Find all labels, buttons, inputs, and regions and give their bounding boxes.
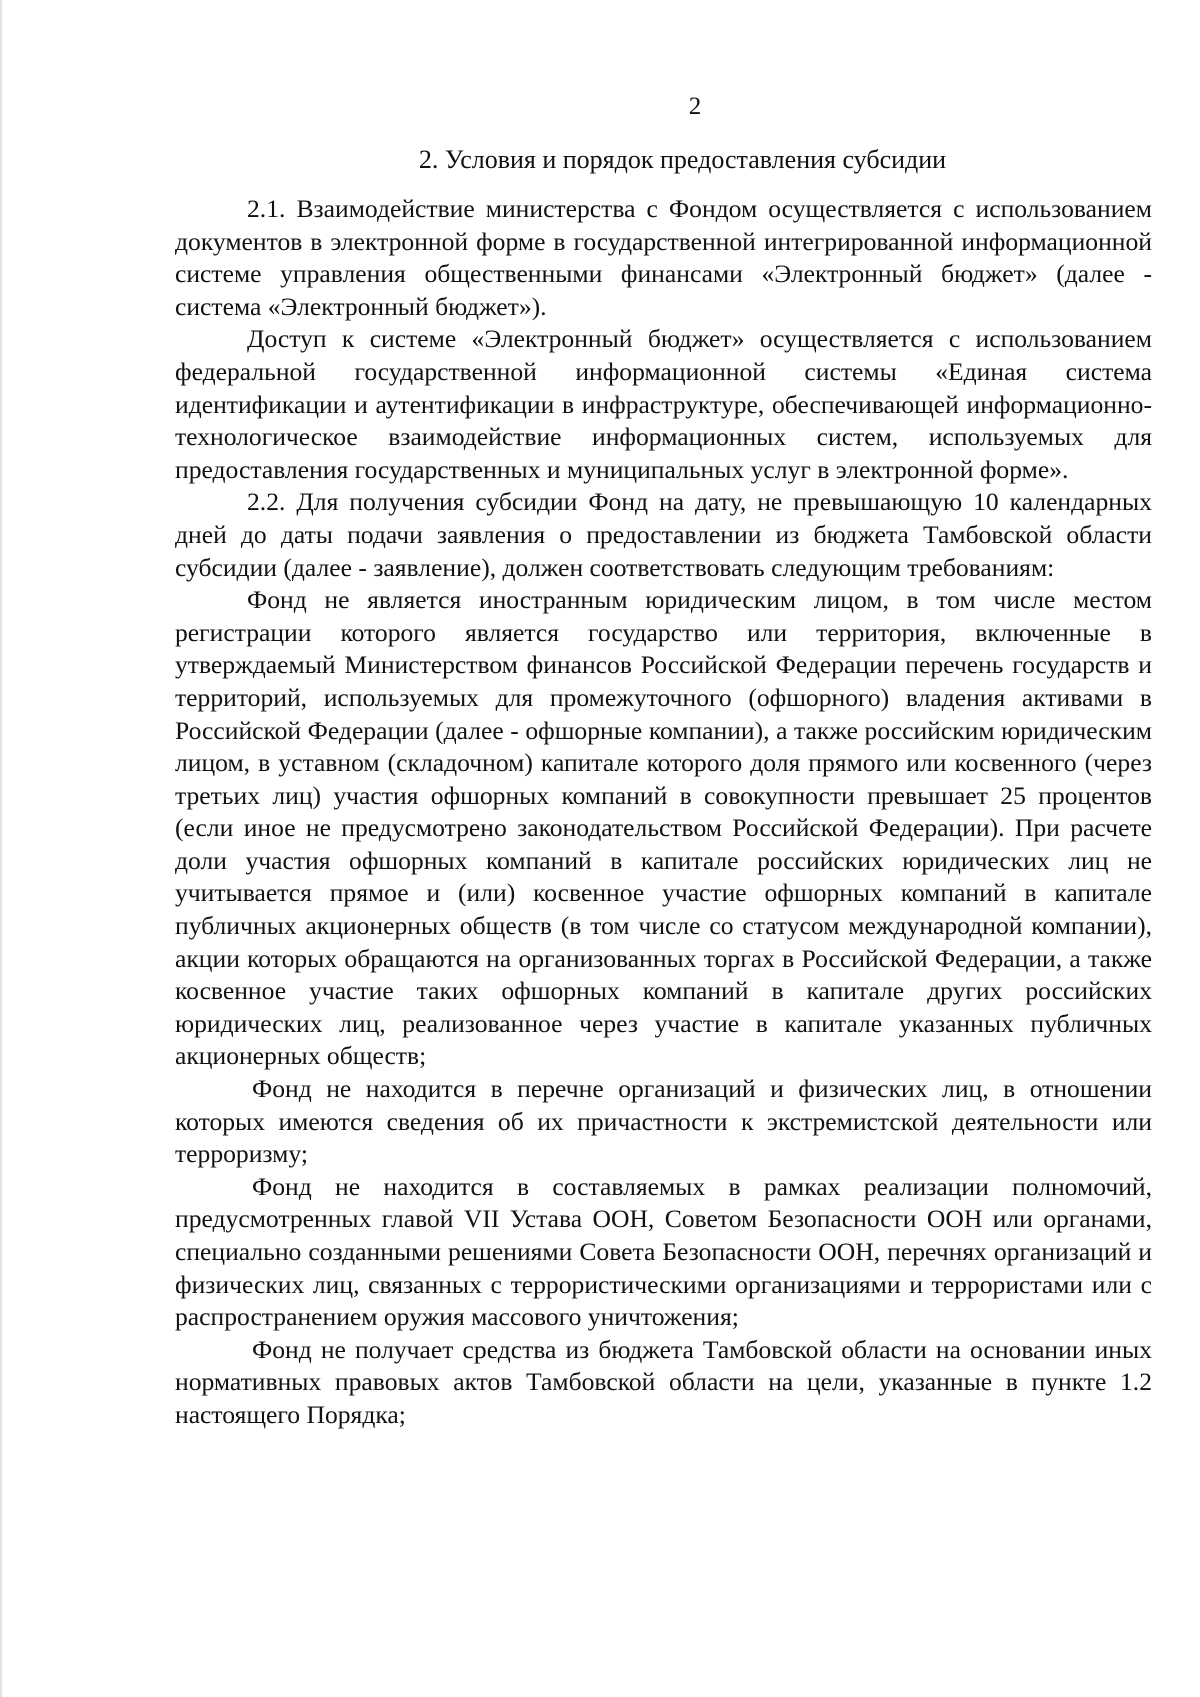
- paragraph-un-lists: Фонд не находится в составляемых в рамках реализации полномочий, предусмотренных главой VII Устава ООН, Советом Безопасности ООН или органами, специально созданными решениями Совета Безопасности ООН, перечнях организаций и физических лиц, связанных с террористическими организациями и террористами или с распространением оружия массового уничтожения;: [175, 1171, 1152, 1332]
- paragraph-access: Доступ к системе «Электронный бюджет» осуществляется с использованием федеральной государственной информационной системы «Единая система идентификации и аутентификации в инфраструктуре, обеспечивающей информационно-технологическое взаимодействие информационных систем, используемых для предоставления государственных и муниципальных услуг в электронной форме».: [175, 324, 1152, 484]
- paragraph-offshore: Фонд не является иностранным юридическим лицом, в том числе местом регистрации которого является государство или территория, включенные в утверждаемый Министерством финансов Российской Федерации перечень государств и территорий, используемых для промежуточного (офшорного) владения активами в Российской Федерации (далее - офшорные компании), а также российским юридическим лицом, в уставном (складочном) капитале которого доля прямого или косвенного (через третьих лиц) участия офшорных компаний в совокупности превышает 25 процентов (если иное не предусмотрено законодательством Российской Федерации). При расчете доли участия офшорных компаний в капитале российских юридических лиц не учитывается прямое и (или) косвенное участие офшорных компаний в капитале публичных акционерных обществ (в том числе со статусом международной компании), акции которых обращаются на организованных торгах в Российской Федерации, а также косвенное участие таких офшорных компаний в капитале других российских юридических лиц, реализованное через участие в капитале указанных публичных акционерных обществ;: [175, 585, 1152, 1071]
- paragraph-2-2: 2.2. Для получения субсидии Фонд на дату, не превышающую 10 календарных дней до даты подачи заявления о предоставлении из бюджета Тамбовской области субсидии (далее - заявление), должен соответствовать следующим требованиям:: [175, 487, 1152, 582]
- paragraph-budget-funds: Фонд не получает средства из бюджета Тамбовской области на основании иных нормативных правовых актов Тамбовской области на цели, указанные в пункте 1.2 настоящего Порядка;: [175, 1334, 1152, 1429]
- document-body: [175, 193, 1152, 1432]
- section-title: 2. Условия и порядок предоставления субсидии: [418, 145, 947, 174]
- paragraph-extremism: Фонд не находится в перечне организаций и физических лиц, в отношении которых имеются сведения об их причастности к экстремистской деятельности или терроризму;: [175, 1074, 1152, 1169]
- scan-edge: [0, 0, 3, 1697]
- page-number: 2: [688, 93, 702, 120]
- paragraph-2-1: 2.1. Взаимодействие министерства с Фондом осуществляется с использованием документов в электронной форме в государственной интегрированной информационной системе управления общественными финансами «Электронный бюджет» (далее - система «Электронный бюджет»).: [175, 194, 1152, 321]
